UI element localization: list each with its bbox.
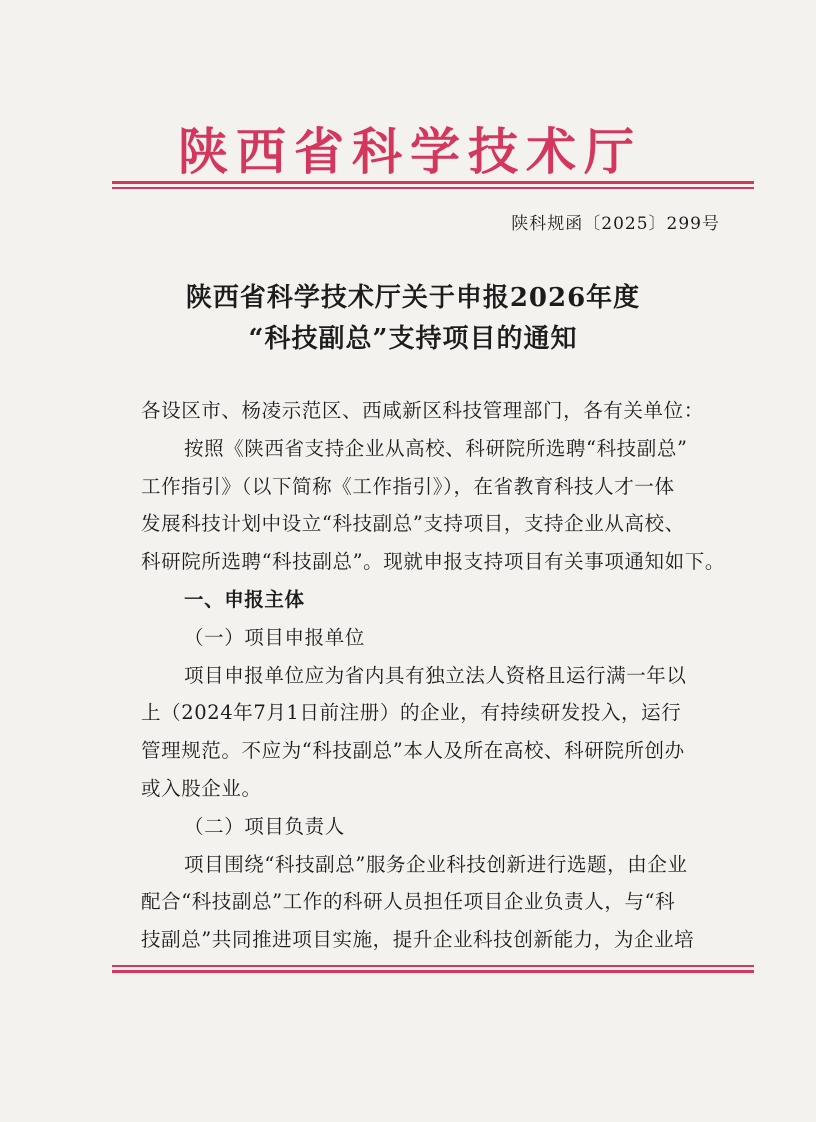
body-text-line: 按照《陕西省支持企业从高校、科研院所选聘“科技副总” (184, 436, 688, 460)
header-rule-thick (112, 181, 754, 184)
body-text-line: 发展科技计划中设立“科技副总”支持项目，支持企业从高校、 (141, 512, 685, 536)
body-text-line: 技副总”共同推进项目实施，提升企业科技创新能力，为企业培 (141, 928, 695, 952)
body-text-line: 工作指引》（以下简称《工作指引》），在省教育科技人才一体 (141, 474, 675, 498)
issuing-org-header: 陕西省科学技术厅 (178, 122, 642, 181)
document-number: 陕科规函〔2025〕299号 (511, 214, 720, 234)
body-text-line: 配合“科技副总”工作的科研人员担任项目企业负责人，与“科 (141, 890, 676, 914)
footer-rule-thin (112, 965, 754, 967)
body-text-line: 项目申报单位应为省内具有独立法人资格且运行满一年以 (184, 663, 687, 687)
section-heading: 一、申报主体 (184, 588, 305, 611)
body-text-line: （二）项目负责人 (184, 814, 345, 838)
notice-title-line-1: 陕西省科学技术厅关于申报2026年度 (185, 283, 641, 313)
body-text-line: 科研院所选聘“科技副总”。现就申报支持项目有关事项通知如下。 (141, 550, 725, 574)
body-text-line: 管理规范。不应为“科技副总”本人及所在高校、科研院所创办 (141, 739, 685, 763)
body-text-line: 各设区市、杨凌示范区、西咸新区科技管理部门，各有关单位： (141, 399, 704, 422)
header-rule-thin (112, 187, 754, 189)
body-text-line: （一）项目申报单位 (184, 625, 365, 649)
body-text-line: 或入股企业。 (141, 777, 262, 800)
body-text-line: 项目围绕“科技副总”服务企业科技创新进行选题，由企业 (184, 852, 688, 876)
footer-rule-thick (112, 970, 754, 973)
notice-title-line-2: “科技副总”支持项目的通知 (248, 324, 578, 354)
body-text-line: 上（2024年7月1日前注册）的企业，有持续研发投入，运行 (141, 701, 682, 725)
